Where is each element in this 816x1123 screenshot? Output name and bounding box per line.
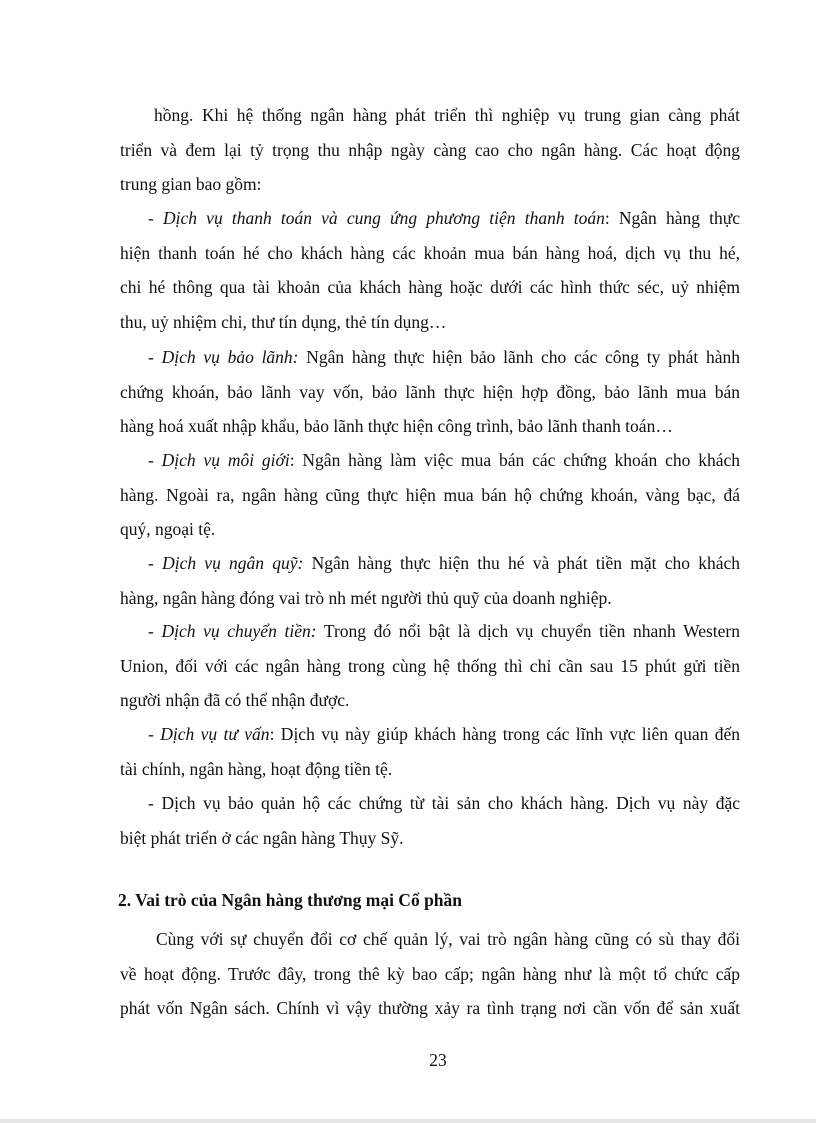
text-line: quý, ngoại tệ. bbox=[120, 519, 216, 539]
paragraph-custody-service bbox=[120, 786, 740, 855]
text-line: - Dịch vụ tư vấn: Dịch vụ này giúp khách hàng trong các lĩnh vực liên quan đến bbox=[148, 724, 741, 744]
paragraph-guarantee-service bbox=[120, 340, 740, 444]
text-line: triển và đem lại tỷ trọng thu nhập ngày càng cao cho ngân hàng. Các hoạt động bbox=[120, 139, 740, 160]
service-title: Dịch vụ tư vấn bbox=[160, 724, 270, 744]
text-line: - Dịch vụ bảo quản hộ các chứng từ tài sản cho khách hàng. Dịch vụ này đặc bbox=[148, 793, 740, 813]
page-bottom-edge bbox=[0, 1119, 816, 1123]
text-line: - Dịch vụ thanh toán và cung ứng phương tiện thanh toán: Ngân hàng thực bbox=[148, 208, 740, 228]
paragraph-payment-service bbox=[120, 201, 740, 339]
paragraph-transfer-service bbox=[120, 614, 741, 718]
text-line: tài chính, ngân hàng, hoạt động tiền tệ. bbox=[120, 758, 393, 779]
paragraph-advisory-service bbox=[120, 717, 741, 786]
service-title: Dịch vụ môi giới bbox=[161, 450, 290, 470]
service-title: Dịch vụ bảo lãnh: bbox=[161, 347, 299, 367]
text-line: - Dịch vụ bảo lãnh: Ngân hàng thực hiện bảo lãnh cho các công ty phát hành bbox=[148, 347, 740, 367]
service-title: Dịch vụ thanh toán và cung ứng phương tiện thanh toán bbox=[163, 208, 605, 228]
page-number: 23 bbox=[429, 1050, 447, 1070]
paragraph-treasury-service bbox=[120, 546, 740, 615]
text-line: người nhận đã có thể nhận được. bbox=[120, 690, 350, 710]
text-line: - Dịch vụ chuyển tiền: Trong đó nổi bật là dịch vụ chuyển tiền nhanh Western bbox=[148, 621, 741, 641]
text-line: chứng khoán, bảo lãnh vay vốn, bảo lãnh thực hiện hợp đồng, bảo lãnh mua bán bbox=[120, 381, 740, 402]
text-line: hiện thanh toán hé cho khách hàng các khoản mua bán hàng hoá, dịch vụ thu hé, bbox=[120, 242, 740, 263]
text-line: hàng hoá xuất nhập khẩu, bảo lãnh thực hiện công trình, bảo lãnh thanh toán… bbox=[120, 416, 673, 436]
text-line: trung gian bao gồm: bbox=[120, 174, 262, 194]
service-title: Dịch vụ chuyển tiền: bbox=[161, 621, 317, 641]
text-line: hàng. Ngoài ra, ngân hàng cũng thực hiện mua bán hộ chứng khoán, vàng bạc, đá bbox=[120, 484, 740, 505]
text-line: thu, uỷ nhiệm chi, thư tín dụng, thẻ tín dụng… bbox=[120, 311, 447, 332]
text-line: - Dịch vụ ngân quỹ: Ngân hàng thực hiện thu hé và phát tiền mặt cho khách bbox=[148, 553, 740, 573]
text-line: Cùng với sự chuyển đổi cơ chế quản lý, vai trò ngân hàng cũng có sù thay đổi bbox=[156, 929, 740, 949]
text-line: biệt phát triển ở các ngân hàng Thụy Sỹ. bbox=[120, 827, 404, 848]
section-heading: 2. Vai trò của Ngân hàng thương mại Cổ phần bbox=[118, 890, 463, 910]
text-line: chi hé thông qua tài khoản của khách hàng hoặc dưới các hình thức séc, uỷ nhiệm bbox=[120, 277, 740, 297]
text-line: hồng. Khi hệ thống ngân hàng phát triển thì nghiệp vụ trung gian càng phát bbox=[154, 105, 740, 125]
text-line: phát vốn Ngân sách. Chính vì vậy thường xảy ra tình trạng nơi cần vốn để sản xuất bbox=[120, 998, 740, 1018]
text-line: về hoạt động. Trước đây, trong thê kỳ bao cấp; ngân hàng như là một tổ chức cấp bbox=[120, 963, 740, 984]
text-line: Union, đối với các ngân hàng trong cùng hệ thống thì chỉ cần sau 15 phút gửi tiền bbox=[120, 655, 740, 676]
text-line: - Dịch vụ môi giới: Ngân hàng làm việc mua bán các chứng khoán cho khách bbox=[148, 450, 740, 470]
paragraph-intro bbox=[120, 98, 740, 202]
paragraph-brokerage-service bbox=[120, 443, 740, 547]
text-line: hàng, ngân hàng đóng vai trò nh mét người thủ quỹ của doanh nghiệp. bbox=[120, 587, 612, 608]
paragraph-role-intro bbox=[120, 922, 740, 1026]
service-title: Dịch vụ ngân quỹ: bbox=[162, 553, 304, 573]
